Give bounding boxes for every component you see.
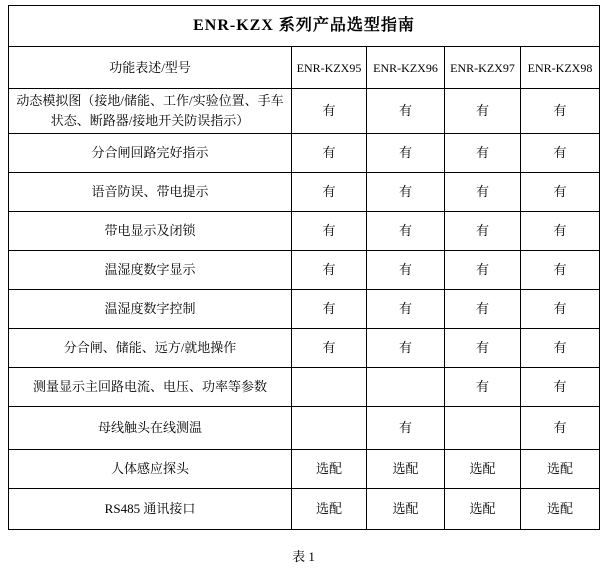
table-row [9, 450, 600, 489]
feature-cell: 测量显示主回路电流、电压、功率等参数 [9, 368, 292, 407]
value-cell: 有 [521, 212, 600, 251]
value-cell: 有 [521, 368, 600, 407]
table-row [9, 251, 600, 290]
feature-cell: 母线触头在线测温 [9, 407, 292, 450]
value-cell: 有 [445, 134, 521, 173]
value-cell: 有 [445, 290, 521, 329]
table-row [9, 89, 600, 134]
table-caption: 表 1 [292, 549, 315, 564]
value-cell: 有 [292, 173, 367, 212]
table-row [9, 489, 600, 530]
table-row [9, 368, 600, 407]
table-title-row [9, 6, 600, 47]
value-cell: 有 [521, 251, 600, 290]
value-cell: 有 [292, 212, 367, 251]
value-cell: 有 [292, 89, 367, 134]
value-cell: 选配 [521, 489, 600, 530]
column-header-model-97: ENR-KZX97 [445, 47, 521, 89]
column-header-model-96: ENR-KZX96 [367, 47, 445, 89]
value-cell: 有 [367, 407, 445, 450]
feature-cell: 分合闸、储能、远方/就地操作 [9, 329, 292, 368]
table-row [9, 329, 600, 368]
table-title: ENR-KZX 系列产品选型指南 [9, 6, 600, 47]
value-cell: 有 [292, 134, 367, 173]
value-cell: 有 [445, 173, 521, 212]
feature-cell: 语音防误、带电提示 [9, 173, 292, 212]
feature-cell: RS485 通讯接口 [9, 489, 292, 530]
table-row [9, 212, 600, 251]
value-cell: 有 [521, 290, 600, 329]
value-cell: 选配 [367, 489, 445, 530]
value-cell [367, 368, 445, 407]
table-row [9, 407, 600, 450]
column-header-model-95: ENR-KZX95 [292, 47, 367, 89]
table-row [9, 134, 600, 173]
value-cell: 选配 [367, 450, 445, 489]
value-cell: 有 [367, 173, 445, 212]
value-cell: 选配 [292, 450, 367, 489]
feature-cell: 分合闸回路完好指示 [9, 134, 292, 173]
value-cell: 选配 [445, 450, 521, 489]
value-cell: 有 [445, 212, 521, 251]
value-cell: 选配 [521, 450, 600, 489]
column-header-model-98: ENR-KZX98 [521, 47, 600, 89]
table-row [9, 173, 600, 212]
value-cell: 有 [292, 329, 367, 368]
feature-cell: 带电显示及闭锁 [9, 212, 292, 251]
value-cell: 有 [367, 329, 445, 368]
value-cell: 选配 [292, 489, 367, 530]
column-header-feature: 功能表述/型号 [9, 47, 292, 89]
feature-cell: 人体感应探头 [9, 450, 292, 489]
value-cell: 有 [521, 173, 600, 212]
value-cell: 有 [521, 407, 600, 450]
table-row [9, 290, 600, 329]
value-cell [445, 407, 521, 450]
value-cell: 选配 [445, 489, 521, 530]
value-cell [292, 368, 367, 407]
feature-cell: 温湿度数字控制 [9, 290, 292, 329]
table-body [9, 89, 600, 530]
value-cell: 有 [445, 329, 521, 368]
value-cell: 有 [367, 290, 445, 329]
value-cell: 有 [292, 290, 367, 329]
product-selection-table [8, 5, 600, 530]
value-cell: 有 [292, 251, 367, 290]
value-cell: 有 [521, 89, 600, 134]
value-cell: 有 [367, 212, 445, 251]
value-cell: 有 [367, 251, 445, 290]
table-head [9, 6, 600, 89]
value-cell: 有 [367, 134, 445, 173]
value-cell: 有 [367, 89, 445, 134]
value-cell [292, 407, 367, 450]
value-cell: 有 [445, 368, 521, 407]
value-cell: 有 [445, 251, 521, 290]
feature-cell: 温湿度数字显示 [9, 251, 292, 290]
table-header-row [9, 47, 600, 89]
feature-cell: 动态模拟图（接地/储能、工作/实验位置、手车状态、断路器/接地开关防误指示） [9, 89, 292, 134]
value-cell: 有 [521, 329, 600, 368]
value-cell: 有 [445, 89, 521, 134]
value-cell: 有 [521, 134, 600, 173]
